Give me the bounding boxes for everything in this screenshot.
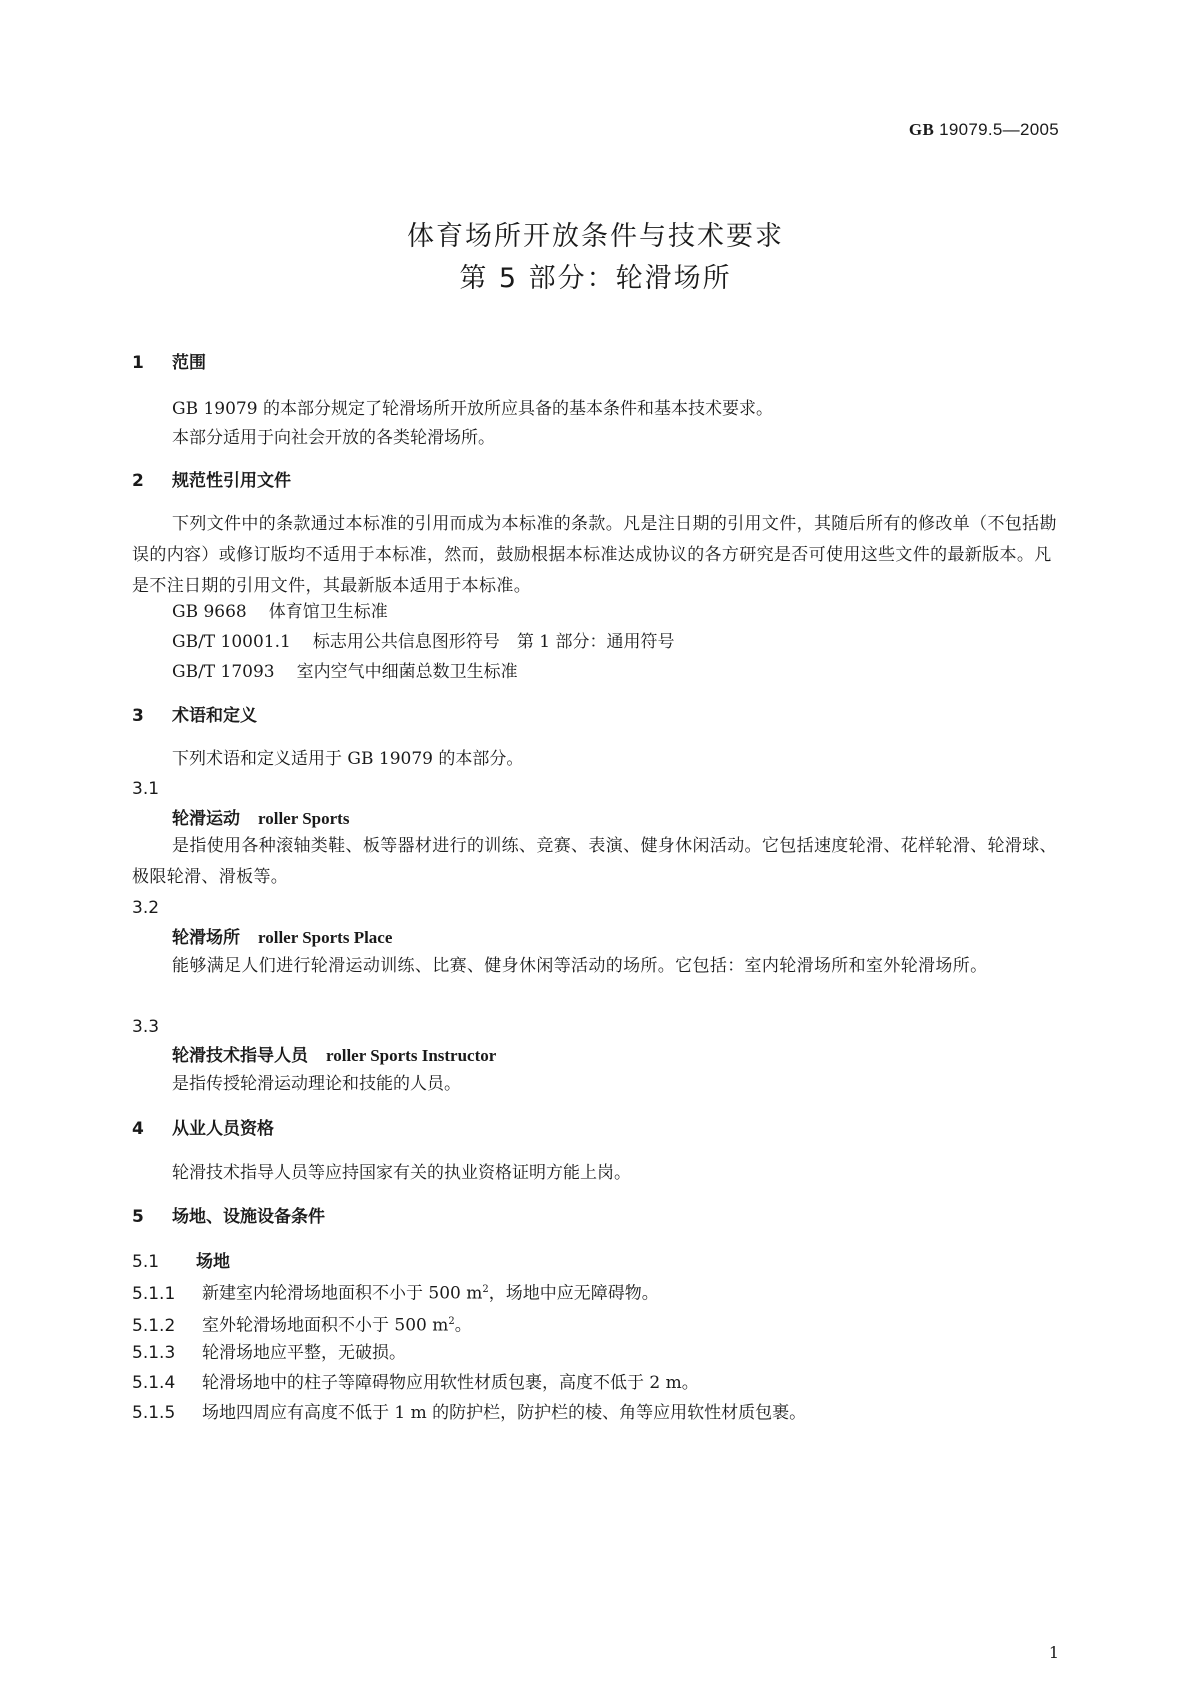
term-number: 3.3: [132, 1017, 160, 1037]
section-1-heading: [132, 351, 1059, 375]
section-number: 2: [132, 471, 144, 491]
term-number: 3.2: [132, 898, 160, 918]
term-english: roller Sports Place: [258, 928, 393, 947]
reference-item: [172, 630, 1059, 654]
page-number: 1: [1048, 1643, 1059, 1662]
clause-text: 轮滑场地中的柱子等障碍物应用软性材质包裹，高度不低于 2 m。: [202, 1373, 699, 1393]
term-chinese: 轮滑运动: [172, 809, 240, 829]
subsection-5-1-heading: [132, 1250, 1059, 1274]
clause-text-tail: 。: [454, 1315, 472, 1336]
clause-number: 5.1.5: [132, 1403, 176, 1423]
section-number: 4: [132, 1119, 144, 1139]
clause-text-tail: ，场地中应无障碍物。: [488, 1283, 659, 1304]
subsection-number: 5.1: [132, 1252, 160, 1272]
reference-code: GB/T 17093: [172, 662, 275, 682]
clause-number: 5.1.3: [132, 1343, 176, 1363]
reference-title: 室内空气中细菌总数卫生标准: [296, 662, 518, 682]
clause-item: [132, 1310, 1059, 1338]
section-3-heading: [132, 704, 1059, 728]
reference-title: 体育馆卫生标准: [268, 602, 388, 622]
standard-code: [909, 120, 1059, 140]
section-number: 1: [132, 353, 144, 373]
clause-text: 新建室内轮滑场地面积不小于 500 m: [202, 1283, 483, 1304]
paragraph: 下列文件中的条款通过本标准的引用而成为本标准的条款。凡是注日期的引用文件，其随后所有的修改单（不包括勘误的内容）或修订版均不适用于本标准，然而，鼓励根据本标准达成协议的各方研究是否可使用这些文件的最新版本。凡是不注日期的引用文件，其最新版本适用于本标准。: [132, 514, 1057, 596]
clause-item: [132, 1371, 1059, 1395]
document-title: 体育场所开放条件与技术要求: [407, 221, 784, 252]
clause-number: 5.1.1: [132, 1283, 176, 1304]
section-2-heading: [132, 469, 1059, 493]
superscript: 2: [448, 1316, 455, 1327]
section-title: 从业人员资格: [172, 1119, 274, 1139]
term-number: 3.1: [132, 779, 160, 799]
section-title: 术语和定义: [172, 706, 257, 726]
reference-code: GB/T 10001.1: [172, 632, 291, 652]
clause-item: [132, 1341, 1059, 1365]
document-subtitle: 第 5 部分：轮滑场所: [459, 263, 732, 294]
term-english: roller Sports Instructor: [326, 1046, 497, 1065]
section-4-heading: [132, 1117, 1059, 1141]
paragraph: 轮滑技术指导人员等应持国家有关的执业资格证明方能上岗。: [172, 1163, 631, 1183]
paragraph: GB 19079 的本部分规定了轮滑场所开放所应具备的基本条件和基本技术要求。: [172, 399, 773, 419]
paragraph: 下列术语和定义适用于 GB 19079 的本部分。: [172, 749, 524, 769]
term-chinese: 轮滑技术指导人员: [172, 1046, 308, 1066]
subsection-title: 场地: [196, 1252, 230, 1272]
standard-prefix: GB: [908, 120, 935, 139]
term-heading: [172, 926, 1059, 950]
standard-number: 19079.5—2005: [939, 120, 1059, 139]
reference-code: GB 9668: [172, 602, 247, 622]
clause-text: 场地四周应有高度不低于 1 m 的防护栏，防护栏的棱、角等应用软性材质包裹。: [202, 1403, 807, 1423]
reference-item: [172, 660, 1059, 684]
clause-text: 轮滑场地应平整，无破损。: [202, 1343, 406, 1363]
section-number: 3: [132, 706, 144, 726]
reference-title: 标志用公共信息图形符号 第 1 部分：通用符号: [312, 632, 675, 652]
section-number: 5: [132, 1207, 144, 1227]
term-english: roller Sports: [258, 809, 350, 828]
term-definition: 是指传授轮滑运动理论和技能的人员。: [172, 1074, 461, 1094]
clause-item: [132, 1401, 1059, 1425]
term-chinese: 轮滑场所: [172, 928, 240, 948]
paragraph: 本部分适用于向社会开放的各类轮滑场所。: [172, 428, 495, 448]
term-heading: [172, 1044, 1059, 1068]
section-title: 范围: [172, 353, 206, 373]
section-title: 规范性引用文件: [172, 471, 291, 491]
clause-number: 5.1.2: [132, 1315, 176, 1336]
term-definition: 是指使用各种滚轴类鞋、板等器材进行的训练、竞赛、表演、健身休闲活动。它包括速度轮滑、花样轮滑、轮滑球、极限轮滑、滑板等。: [132, 836, 1057, 887]
term-heading: [172, 807, 1059, 831]
superscript: 2: [482, 1284, 489, 1295]
clause-number: 5.1.4: [132, 1373, 176, 1393]
section-title: 场地、设施设备条件: [172, 1207, 325, 1227]
clause-item: [132, 1278, 1059, 1306]
term-definition: 能够满足人们进行轮滑运动训练、比赛、健身休闲等活动的场所。它包括：室内轮滑场所和室外轮滑场所。: [172, 956, 988, 976]
clause-text: 室外轮滑场地面积不小于 500 m: [202, 1315, 449, 1336]
section-5-heading: [132, 1205, 1059, 1229]
reference-item: [172, 600, 1059, 624]
